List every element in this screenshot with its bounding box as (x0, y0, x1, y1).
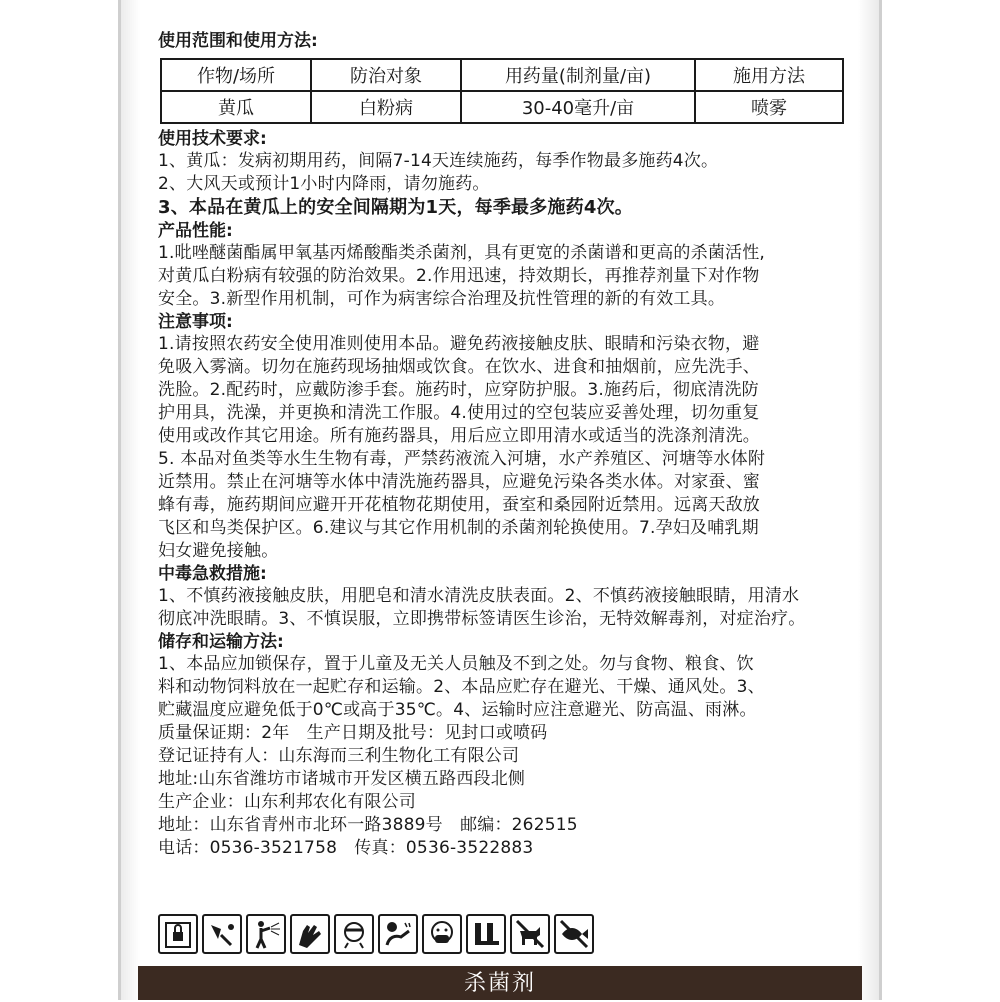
table-cell: 黄瓜 (161, 91, 311, 123)
storage-lock-icon (158, 914, 198, 954)
table-header-cell: 施用方法 (695, 59, 843, 91)
table-header-cell: 用药量(制剂量/亩) (461, 59, 695, 91)
contact-phones: 电话：0536-3521758 传真：0536-3522883 (158, 838, 534, 858)
notes-heading: 注意事项: (158, 312, 233, 332)
technique-item: 2、大风天或预计1小时内降雨，请勿施药。 (158, 174, 490, 194)
text-line: 1、本品应加锁保存，置于儿童及无关人员触及不到之处。勿与食物、粮食、饮 (158, 654, 754, 674)
text-line: 彻底冲洗眼睛。3、不慎误服，立即携带标签请医生诊治，无特效解毒剂，对症治疗。 (158, 609, 806, 629)
text-line: 近禁用。禁止在河塘等水体中清洗施药器具，应避免污染各类水体。对家蚕、蜜 (158, 472, 760, 492)
usage-table (160, 58, 844, 124)
producer: 生产企业：山东利邦农化有限公司 (158, 792, 416, 812)
holder-address: 地址:山东省潍坊市诸城市开发区横五路西段北侧 (158, 769, 526, 789)
technique-item-emphasis: 3、本品在黄瓜上的安全间隔期为1天，每季最多施药4次。 (158, 197, 633, 218)
registration-holder: 登记证持有人：山东海而三利生物化工有限公司 (158, 746, 520, 766)
paper-edge-left (118, 0, 121, 1000)
no-livestock-icon (510, 914, 550, 954)
table-header-cell: 作物/场所 (161, 59, 311, 91)
text-line: 护用具，洗澡，并更换和清洗工作服。4.使用过的空包装应妥善处理，切勿重复 (158, 403, 760, 423)
face-shield-icon (334, 914, 374, 954)
text-line: 贮藏温度应避免低于0℃或高于35℃。4、运输时应注意避光、防高温、雨淋。 (158, 700, 757, 720)
performance-text (158, 242, 848, 311)
storage-text (158, 653, 848, 722)
performance-heading: 产品性能: (158, 221, 233, 241)
notes-text (158, 333, 848, 563)
technique-item: 1、黄瓜：发病初期用药，间隔7-14天连续施药，每季作物最多施药4次。 (158, 151, 719, 171)
gloves-icon (290, 914, 330, 954)
handling-liquid-icon (202, 914, 242, 954)
text-line: 免吸入雾滴。切勿在施药现场抽烟或饮食。在饮水、进食和抽烟前，应先洗手、 (158, 357, 760, 377)
product-category-banner: 杀菌剂 (138, 966, 862, 1000)
shelf-life: 质量保证期：2年 生产日期及批号：见封口或喷码 (158, 723, 548, 743)
firstaid-text (158, 585, 848, 631)
table-cell: 30-40毫升/亩 (461, 91, 695, 123)
text-line: 安全。3.新型作用机制，可作为病害综合治理及抗性管理的新的有效工具。 (158, 289, 726, 309)
text-line: 蜂有毒，施药期间应避开开花植物花期使用，蚕室和桑园附近禁用。远离天敌放 (158, 495, 760, 515)
text-line: 飞区和鸟类保护区。6.建议与其它作用机制的杀菌剂轮换使用。7.孕妇及哺乳期 (158, 518, 759, 538)
text-line: 5. 本品对鱼类等水生生物有毒，严禁药液流入河塘，水产养殖区、河塘等水体附 (158, 449, 766, 469)
storage-heading: 储存和运输方法: (158, 632, 284, 652)
no-fish-icon (554, 914, 594, 954)
text-line: 对黄瓜白粉病有较强的防治效果。2.作用迅速，持效期长，再推荐剂量下对作物 (158, 266, 760, 286)
label-content (158, 30, 848, 860)
usage-heading: 使用范围和使用方法: (158, 31, 318, 51)
firstaid-heading: 中毒急救措施: (158, 564, 267, 584)
wash-icon (378, 914, 418, 954)
text-line: 1、不慎药液接触皮肤，用肥皂和清水清洗皮肤表面。2、不慎药液接触眼睛，用清水 (158, 586, 800, 606)
table-row (161, 91, 843, 123)
table-header-row (161, 59, 843, 91)
text-line: 洗脸。2.配药时，应戴防渗手套。施药时，应穿防护服。3.施药后，彻底清洗防 (158, 380, 759, 400)
technique-heading: 使用技术要求: (158, 129, 267, 149)
text-line: 1.吡唑醚菌酯属甲氧基丙烯酸酯类杀菌剂，具有更宽的杀菌谱和更高的杀菌活性, (158, 243, 766, 263)
text-line: 1.请按照农药安全使用准则使用本品。避免药液接触皮肤、眼睛和污染衣物，避 (158, 334, 760, 354)
table-cell: 喷雾 (695, 91, 843, 123)
text-line: 料和动物饲料放在一起贮存和运输。2、本品应贮存在避光、干燥、通风处。3、 (158, 677, 765, 697)
table-header-cell: 防治对象 (311, 59, 461, 91)
producer-address: 地址：山东省青州市北环一路3889号 邮编：262515 (158, 815, 578, 835)
paper-edge-right (879, 0, 882, 1000)
mask-icon (422, 914, 462, 954)
table-cell: 白粉病 (311, 91, 461, 123)
boots-icon (466, 914, 506, 954)
text-line: 使用或改作其它用途。所有施药器具，用后应立即用清水或适当的洗涤剂清洗。 (158, 426, 760, 446)
safety-pictograms (158, 914, 848, 960)
spraying-icon (246, 914, 286, 954)
text-line: 妇女避免接触。 (158, 541, 279, 561)
